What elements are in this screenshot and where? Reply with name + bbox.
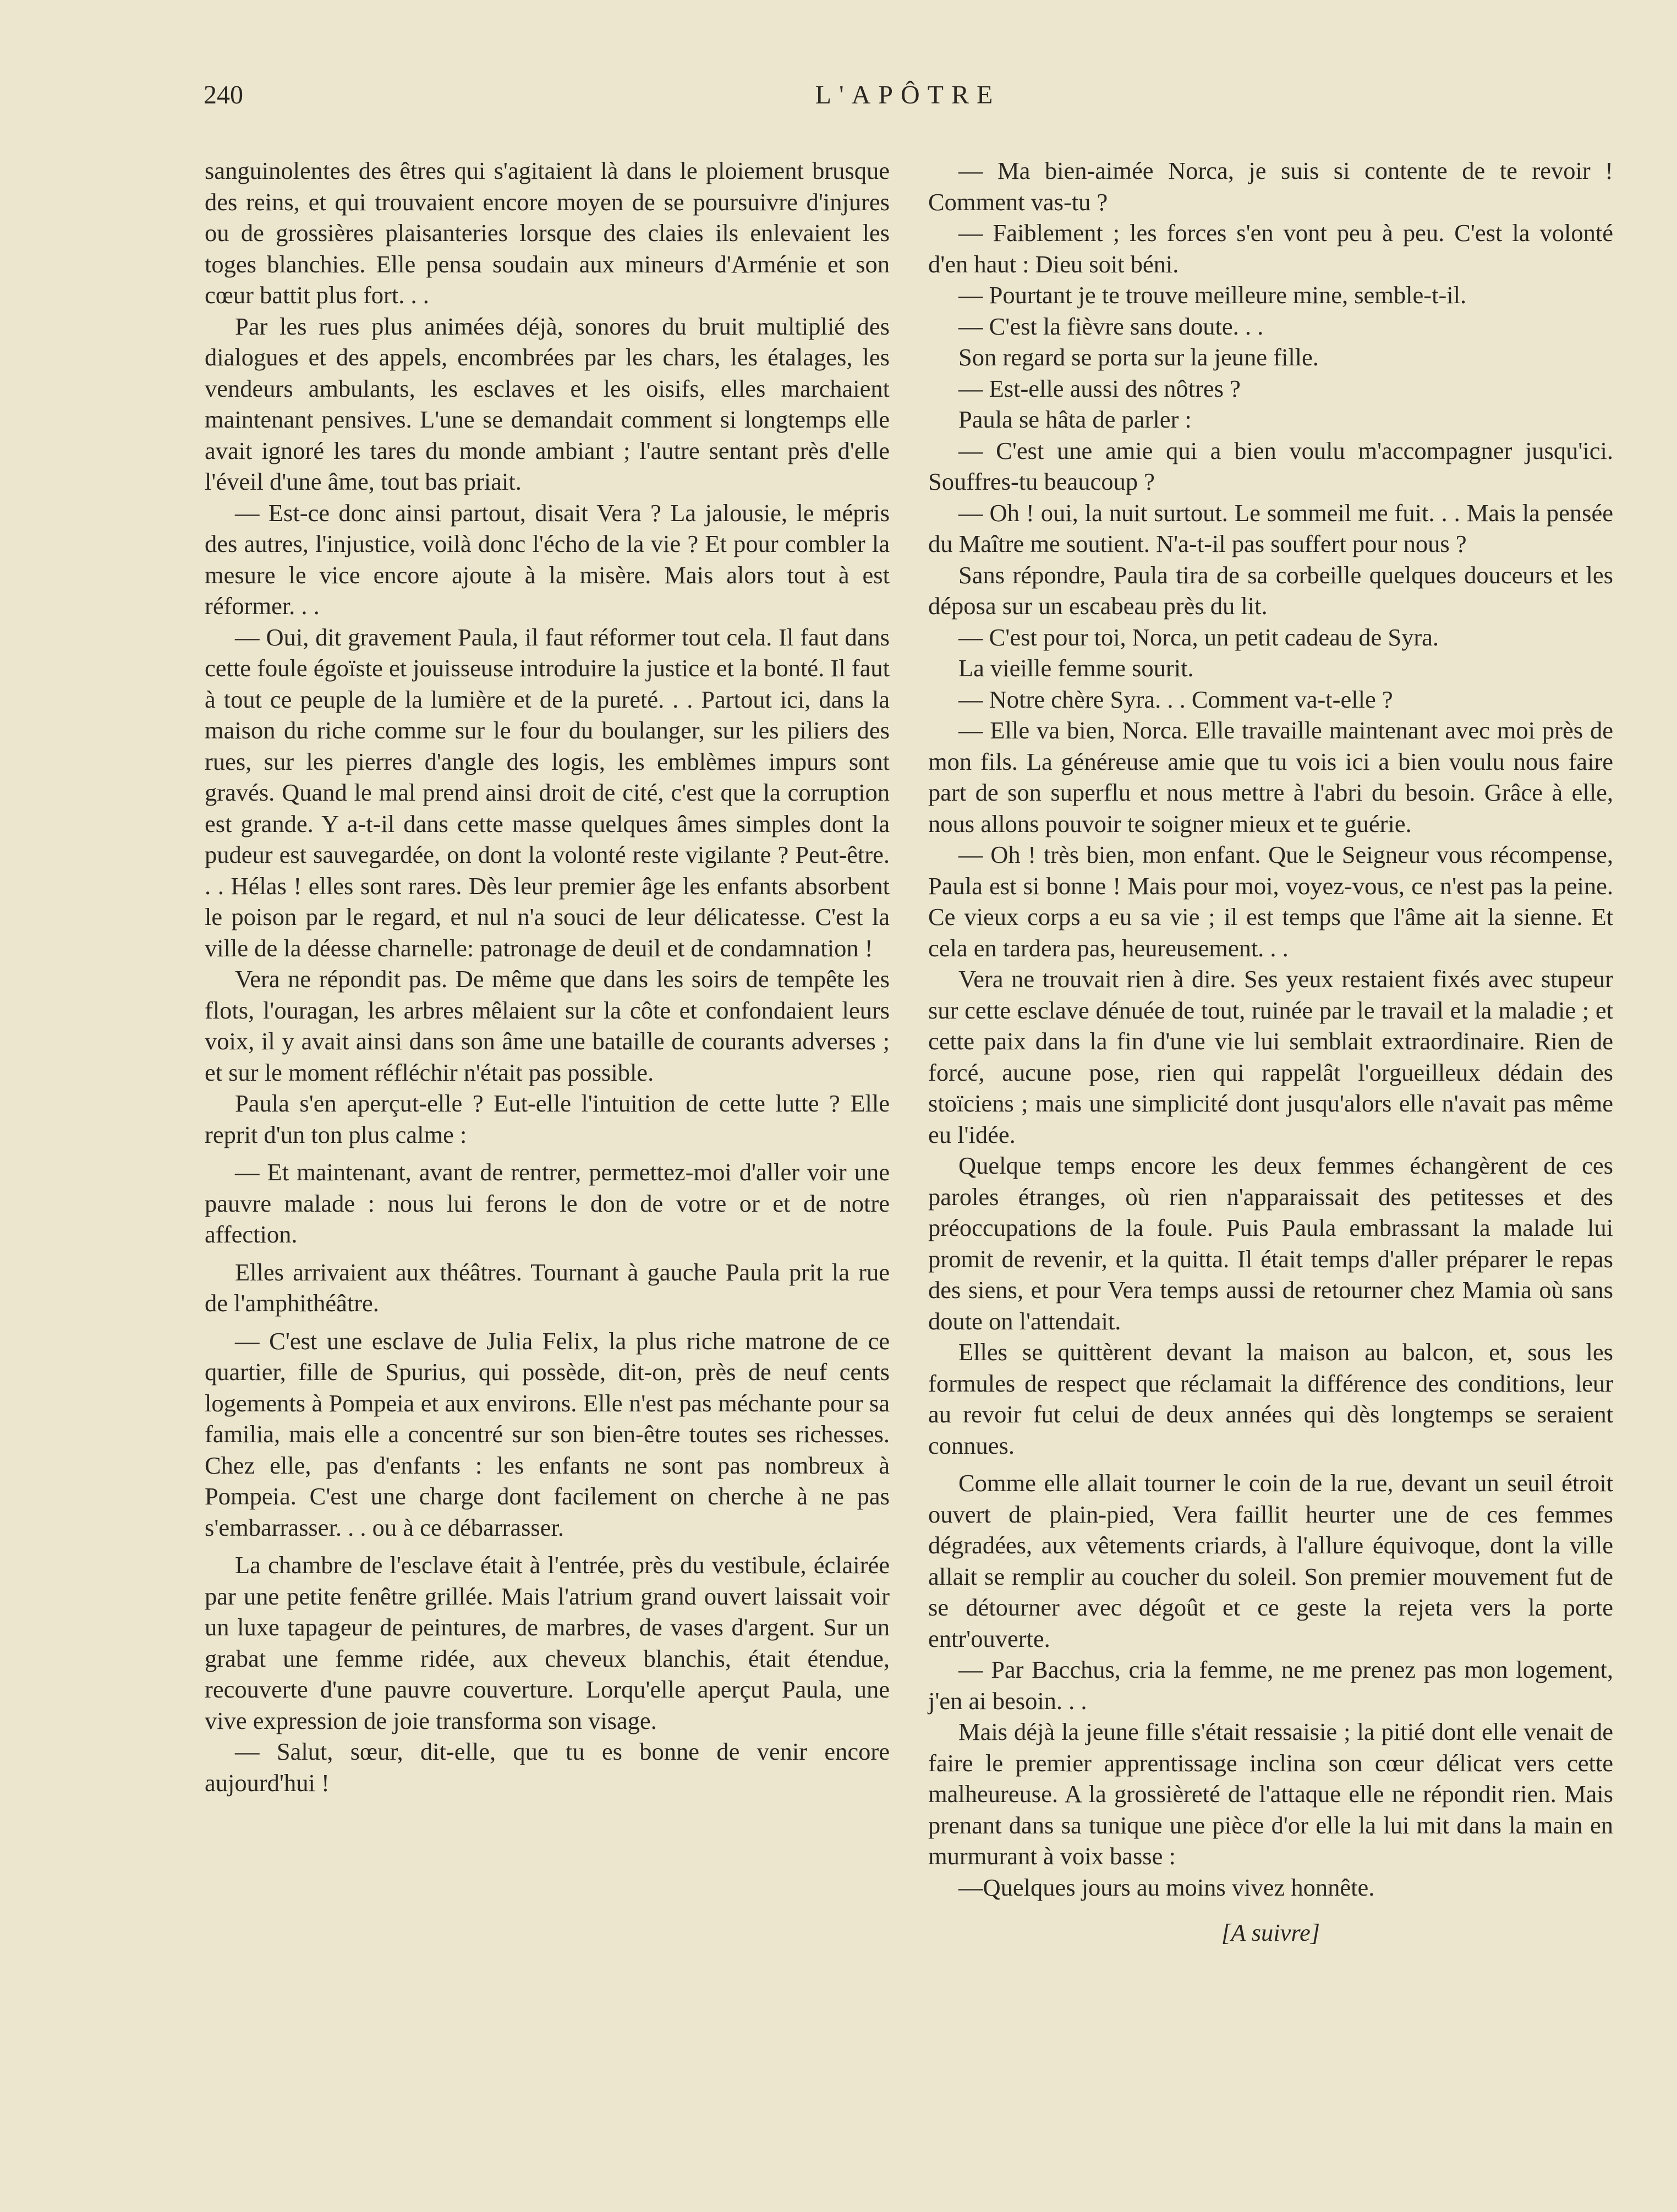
page-header (204, 80, 1612, 118)
paragraph: — Pourtant je te trouve meilleure mine, semble-t-il. (958, 281, 1467, 309)
paragraph: Vera ne répondit pas. De même que dans les soirs de tempête les flots, l'ouragan, les arbres mêlaient sur la côte et confondaient leurs voix, il y avait ainsi dans son âme une bataille de courants adverses ; et sur le moment réfléchir n'était pas possible. (205, 965, 890, 1086)
paragraph: — Oh ! oui, la nuit surtout. Le sommeil me fuit. . . Mais la pensée du Maître me soutient. N'a-t-il pas souffert pour nous ? (928, 499, 1613, 557)
paragraph: Mais déjà la jeune fille s'était ressaisie ; la pitié dont elle venait de faire le premier apprentissage inclina son cœur délicat vers cette malheureuse. A la grossièreté de l'attaque elle ne répondit rien. Mais prenant dans sa tunique une pièce d'or elle la lui mit dans la main en murmurant à voix basse : (928, 1718, 1613, 1870)
paragraph: —Quelques jours au moins vivez honnête. (958, 1873, 1375, 1901)
paragraph: — C'est pour toi, Norca, un petit cadeau de Syra. (958, 623, 1439, 651)
paragraph: La vieille femme sourit. (958, 654, 1194, 682)
paragraph: Sans répondre, Paula tira de sa corbeille quelques douceurs et les déposa sur un escabeau près du lit. (928, 561, 1613, 620)
paragraph: — C'est la fièvre sans doute. . . (958, 312, 1264, 340)
page-number: 240 (204, 80, 243, 109)
paragraph: — C'est une esclave de Julia Felix, la plus riche matrone de ce quartier, fille de Spurius, qui possède, dit-on, près de neuf cents logements à Pompeia et aux environs. Elle n'est pas méchante pour sa familia, mais elle a concentré sur son bien-être toutes ses richesses. Chez elle, pas d'enfants : les enfants ne sont pas nombreux à Pompeia. C'est une charge dont facilement on cherche à ne pas s'embarrasser. . . ou à ce débarrasser. (205, 1327, 890, 1541)
left-column (205, 155, 890, 1798)
paragraph: Vera ne trouvait rien à dire. Ses yeux restaient fixés avec stupeur sur cette esclave dénuée de tout, ruinée par le travail et la maladie ; et cette paix dans la fin d'une vie lui semblait extraordinaire. Rien de forcé, aucune pose, rien qui rappelât l'orgueilleux dédain des stoïciens ; mais une simplicité dont jusqu'alors elle n'avait pas même eu l'idée. (928, 965, 1613, 1148)
paragraph: La chambre de l'esclave était à l'entrée, près du vestibule, éclairée par une petite fenêtre grillée. Mais l'atrium grand ouvert laissait voir un luxe tapageur de peintures, de marbres, de vases d'argent. Sur un grabat une femme ridée, aux cheveux blanchis, était étendue, recouverte d'une pauvre couverture. Lorqu'elle aperçut Paula, une vive expression de joie transforma son visage. (205, 1551, 890, 1734)
paragraph: Paula se hâta de parler : (958, 406, 1192, 433)
paragraph: — Est-ce donc ainsi partout, disait Vera ? La jalousie, le mépris des autres, l'injustice, voilà donc l'écho de la vie ? Et pour combler la mesure le vice encore ajoute à la misère. Mais alors tout à est réformer. . . (205, 499, 890, 620)
paragraph: Elles se quittèrent devant la maison au balcon, et, sous les formules de respect que réclamait la différence des conditions, leur au revoir fut celui de deux années qui dès longtemps se seraient connues. (928, 1338, 1613, 1459)
paragraph: — Oh ! très bien, mon enfant. Que le Seigneur vous récompense, Paula est si bonne ! Mais pour moi, voyez-vous, ce n'est pas la peine. Ce vieux corps a eu sa vie ; il est temps que l'âme ait la sienne. Et cela en tardera pas, heureusement. . . (928, 841, 1613, 962)
running-title: L'APÔTRE (815, 80, 1001, 109)
paragraph: Par les rues plus animées déjà, sonores du bruit multiplié des dialogues et des appels, encombrées par les chars, les étalages, les vendeurs ambulants, les esclaves et les oisifs, elles marchaient maintenant pensives. L'une se demandait comment si longtemps elle avait ignoré les tares du monde ambiant ; l'autre sentant près d'elle l'éveil d'une âme, tout bas priait. (205, 312, 890, 495)
paragraph: — Est-elle aussi des nôtres ? (958, 374, 1241, 402)
paragraph: — Par Bacchus, cria la femme, ne me prenez pas mon logement, j'en ai besoin. . . (928, 1656, 1613, 1715)
paragraph: — C'est une amie qui a bien voulu m'accompagner jusqu'ici. Souffres-tu beaucoup ? (928, 436, 1613, 495)
paragraph: Son regard se porta sur la jeune fille. (958, 343, 1319, 371)
to-be-continued-note: [A suivre] (1221, 1919, 1320, 1946)
paragraph: — Oui, dit gravement Paula, il faut réformer tout cela. Il faut dans cette foule égoïste et jouisseuse introduire la justice et la bonté. Il faut à tout ce peuple de la lumière et de la pureté. . . Partout ici, dans la maison du riche comme sur le four du boulanger, sur les piliers des rues, sur les pierres d'angle des logis, les emblèmes impurs sont gravés. Quand le mal prend ainsi droit de cité, c'est que la corruption est grande. Y a-t-il dans cette masse quelques âmes simples dont la pudeur est sauvegardée, on dont la volonté reste vigilante ? Peut-être. . . Hélas ! elles sont rares. Dès leur premier âge les enfants absorbent le poison par le regard, et nul n'a souci de leur délicatesse. C'est la ville de la déesse charnelle: patronage de deuil et de condamnation ! (205, 623, 890, 962)
paragraph: — Faiblement ; les forces s'en vont peu à peu. C'est la volonté d'en haut : Dieu soit béni. (928, 219, 1613, 278)
paragraph: sanguinolentes des êtres qui s'agitaient là dans le ploiement brusque des reins, et qui trouvaient encore moyen de se poursuivre d'injures ou de grossières plaisanteries lorsque des claies ils enlevaient les toges blanchies. Elle pensa soudain aux mineurs d'Arménie et son cœur battit plus fort. . . (205, 157, 890, 309)
paragraph: — Et maintenant, avant de rentrer, permettez-moi d'aller voir une pauvre malade : nous lui ferons le don de votre or et de notre affection. (205, 1158, 890, 1248)
paragraph: — Salut, sœur, dit-elle, que tu es bonne de venir encore aujourd'hui ! (205, 1738, 890, 1797)
right-column (928, 155, 1613, 1948)
paragraph: Comme elle allait tourner le coin de la rue, devant un seuil étroit ouvert de plain-pied, Vera faillit heurter une de ces femmes dégradées, aux vêtements criards, à l'allure équivoque, dont la ville allait se remplir au coucher du soleil. Son premier mouvement fut de se détourner avec dégoût et ce geste la rejeta vers la porte entr'ouverte. (928, 1469, 1613, 1652)
paragraph: — Ma bien-aimée Norca, je suis si contente de te revoir ! Comment vas-tu ? (928, 157, 1613, 216)
paragraph: — Elle va bien, Norca. Elle travaille maintenant avec moi près de mon fils. La généreuse amie que tu vois ici a bien voulu nous faire part de son superflu et nous mettre à l'abri du besoin. Grâce à elle, nous allons pouvoir te soigner mieux et te guérie. (928, 716, 1613, 837)
paragraph: Elles arrivaient aux théâtres. Tournant à gauche Paula prit la rue de l'amphithéâtre. (205, 1258, 890, 1317)
paragraph: Quelque temps encore les deux femmes échangèrent de ces paroles étranges, où rien n'apparaissait des petitesses et des préoccupations de la foule. Puis Paula embrassant la malade lui promit de revenir, et la quitta. Il était temps d'aller préparer le repas des siens, et pour Vera temps aussi de retourner chez Mamia où sans doute on l'attendait. (928, 1152, 1613, 1335)
paragraph: Paula s'en aperçut-elle ? Eut-elle l'intuition de cette lutte ? Elle reprit d'un ton plus calme : (205, 1089, 890, 1148)
paragraph: — Notre chère Syra. . . Comment va-t-elle ? (958, 685, 1393, 713)
